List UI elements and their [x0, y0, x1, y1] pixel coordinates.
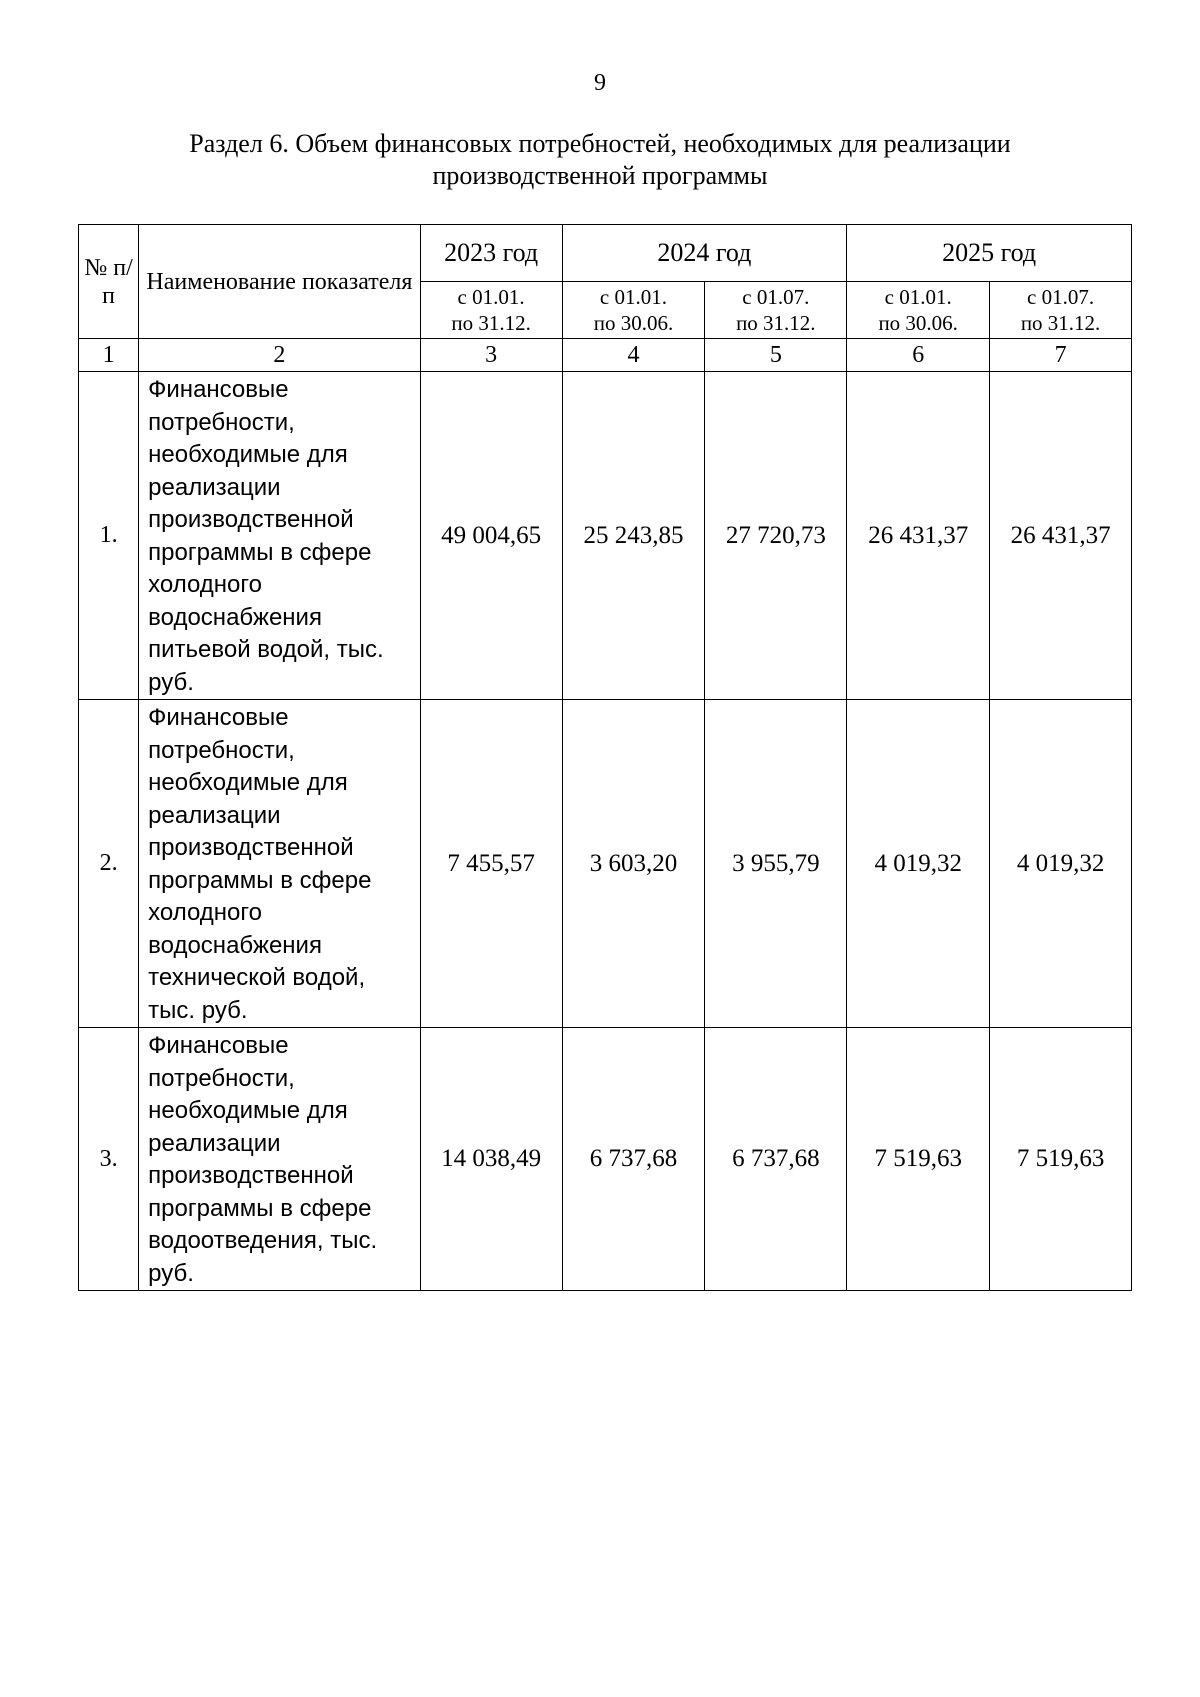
- value-cell: 26 431,37: [847, 372, 990, 700]
- column-number-row: [79, 339, 1132, 372]
- row-number: 3.: [79, 1028, 139, 1291]
- indicator-name: Финансовые потребности, необходимые для реализации производственной программы в сфере водоотведения, тыс. руб.: [139, 1028, 421, 1291]
- period-from: с 01.01.: [884, 285, 952, 309]
- period-to: по 31.12.: [736, 311, 816, 335]
- value-cell: 26 431,37: [990, 372, 1132, 700]
- table-row: [79, 1028, 1132, 1291]
- period-from: с 01.01.: [457, 285, 525, 309]
- column-number: 7: [990, 339, 1132, 372]
- value-cell: 7 519,63: [847, 1028, 990, 1291]
- header-year-2023: 2023 год: [420, 225, 562, 282]
- period-to: по 31.12.: [1020, 311, 1101, 335]
- header-year-2025: 2025 год: [847, 225, 1132, 282]
- period-to: по 30.06.: [593, 311, 674, 335]
- column-number: 3: [420, 339, 562, 372]
- value-cell: 4 019,32: [990, 700, 1132, 1028]
- value-cell: 6 737,68: [562, 1028, 705, 1291]
- value-cell: 7 455,57: [420, 700, 562, 1028]
- value-cell: 6 737,68: [705, 1028, 847, 1291]
- value-cell: 25 243,85: [562, 372, 705, 700]
- column-number: 2: [139, 339, 421, 372]
- header-year-2024: 2024 год: [562, 225, 847, 282]
- period-from: с 01.01.: [599, 285, 667, 309]
- table-row: [79, 372, 1132, 700]
- value-cell: 3 603,20: [562, 700, 705, 1028]
- value-cell: 3 955,79: [705, 700, 847, 1028]
- page-number: 9: [594, 70, 606, 96]
- header-period: [562, 282, 705, 339]
- header-period: [420, 282, 562, 339]
- financial-needs-table: [78, 224, 1132, 1291]
- period-from: с 01.07.: [742, 285, 810, 309]
- column-number: 1: [79, 339, 139, 372]
- row-number: 2.: [79, 700, 139, 1028]
- section-title: [100, 128, 1100, 192]
- period-from: с 01.07.: [1027, 285, 1095, 309]
- column-number: 4: [562, 339, 705, 372]
- column-number: 5: [705, 339, 847, 372]
- section-title-line-1: Раздел 6. Объем финансовых потребностей, необходимых для реализации: [189, 129, 1011, 158]
- indicator-name: Финансовые потребности, необходимые для реализации производственной программы в сфере холодного водоснабжения питьевой водой, тыс. руб.: [139, 372, 421, 700]
- column-number: 6: [847, 339, 990, 372]
- row-number: 1.: [79, 372, 139, 700]
- value-cell: 49 004,65: [420, 372, 562, 700]
- table-row: [79, 700, 1132, 1028]
- value-cell: 27 720,73: [705, 372, 847, 700]
- value-cell: 14 038,49: [420, 1028, 562, 1291]
- header-period: [705, 282, 847, 339]
- value-cell: 4 019,32: [847, 700, 990, 1028]
- period-to: по 31.12.: [451, 311, 531, 335]
- header-period: [990, 282, 1132, 339]
- header-name: Наименование показателя: [139, 225, 421, 339]
- indicator-name: Финансовые потребности, необходимые для реализации производственной программы в сфере холодного водоснабжения технической водой, тыс. руб.: [139, 700, 421, 1028]
- period-to: по 30.06.: [878, 311, 958, 335]
- value-cell: 7 519,63: [990, 1028, 1132, 1291]
- section-title-line-2: производственной программы: [432, 161, 768, 190]
- header-period: [847, 282, 990, 339]
- header-num: № п/п: [79, 225, 139, 339]
